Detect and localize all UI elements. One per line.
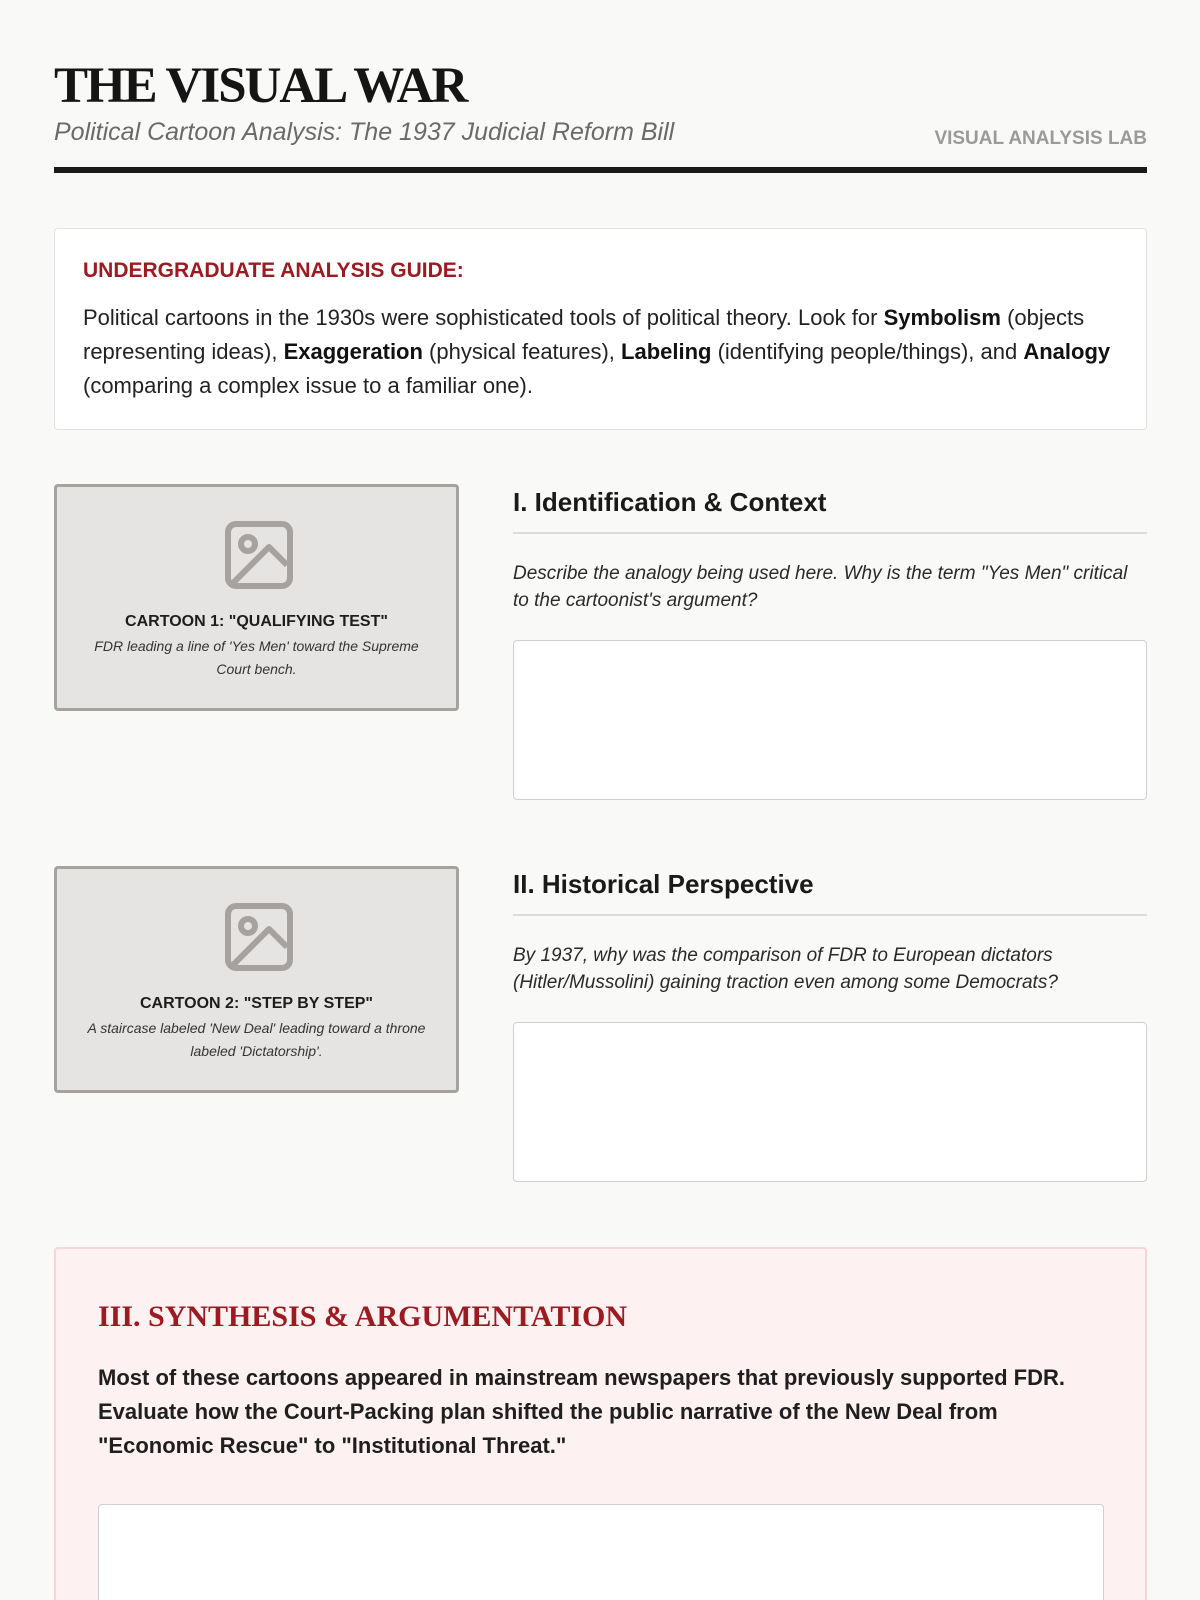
worksheet-page	[54, 0, 1147, 1600]
question-1	[513, 484, 1147, 800]
header-divider	[54, 167, 1147, 173]
analysis-guide	[54, 228, 1147, 430]
question-2-heading: II. Historical Perspective	[513, 869, 814, 899]
question-2-prompt: By 1937, why was the comparison of FDR to European dictators (Hitler/Mussolini) gaining traction even among some Democrats?	[513, 945, 1058, 993]
page-subtitle: Political Cartoon Analysis: The 1937 Judicial Reform Bill	[54, 118, 675, 146]
cartoon-2-caption: A staircase labeled 'New Deal' leading toward a throne labeled 'Dictatorship'.	[87, 1020, 426, 1059]
question-2	[513, 866, 1147, 1182]
guide-term-labeling: Labeling	[621, 339, 712, 364]
cartoon-1-title: CARTOON 1: "QUALIFYING TEST"	[125, 613, 388, 630]
question-1-divider	[513, 532, 1147, 534]
image-icon	[225, 903, 293, 971]
guide-segment: Political cartoons in the 1930s were sophisticated tools of political theory. Look for	[83, 305, 884, 330]
masthead	[54, 56, 1147, 174]
cartoon-2-placeholder	[54, 866, 459, 1093]
guide-text	[83, 301, 1118, 403]
question-1-heading: I. Identification & Context	[513, 487, 827, 517]
lab-label: VISUAL ANALYSIS LAB	[934, 128, 1147, 149]
page-title: THE VISUAL WAR	[54, 58, 467, 114]
image-icon	[225, 521, 293, 589]
synthesis-prompt: Most of these cartoons appeared in mainstream newspapers that previously supported FDR. Evaluate how the Court-Packing plan shifted the public narrative of the New Deal from "Economic Rescue" to "Institutional Threat."	[98, 1365, 1065, 1458]
guide-term-symbolism: Symbolism	[883, 305, 1001, 330]
guide-term-analogy: Analogy	[1023, 339, 1111, 364]
cartoon-1-placeholder	[54, 484, 459, 711]
guide-segment: (comparing a complex issue to a familiar one).	[83, 373, 533, 398]
synthesis-heading: III. SYNTHESIS & ARGUMENTATION	[98, 1300, 627, 1333]
guide-segment: (objects representing ideas),	[83, 305, 1085, 364]
question-1-answer-field[interactable]	[513, 640, 1147, 800]
guide-segment: (identifying people/things), and	[711, 339, 1024, 364]
guide-segment: (physical features),	[422, 339, 622, 364]
synthesis-answer-field[interactable]	[98, 1504, 1104, 1600]
cartoon-2-title: CARTOON 2: "STEP BY STEP"	[140, 995, 373, 1012]
synthesis-section	[54, 1247, 1147, 1600]
cartoon-1-caption: FDR leading a line of 'Yes Men' toward the Supreme Court bench.	[94, 638, 419, 677]
question-1-prompt: Describe the analogy being used here. Why is the term "Yes Men" critical to the cartoonist's argument?	[513, 563, 1128, 611]
guide-term-exaggeration: Exaggeration	[283, 339, 423, 364]
question-2-divider	[513, 914, 1147, 916]
guide-heading: UNDERGRADUATE ANALYSIS GUIDE:	[83, 259, 464, 282]
question-2-answer-field[interactable]	[513, 1022, 1147, 1182]
